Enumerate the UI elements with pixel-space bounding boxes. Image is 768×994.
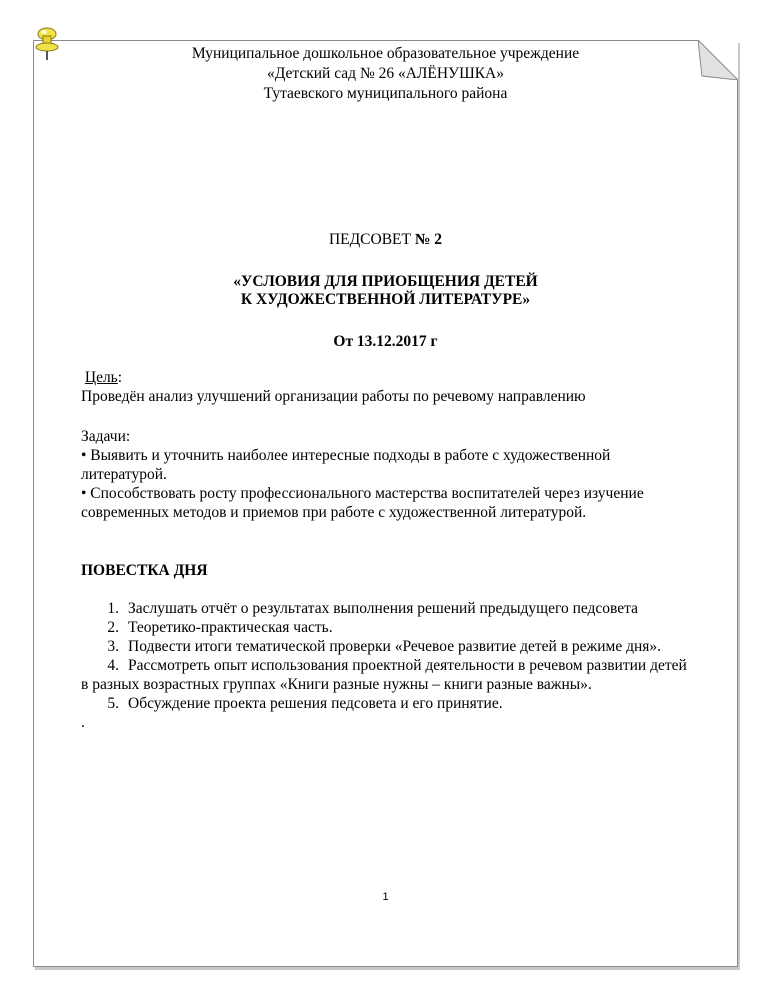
header-line-3: Тутаевского муниципального района: [263, 85, 508, 102]
agenda-item-number: 2.: [107, 619, 119, 636]
agenda-item: [81, 656, 691, 694]
agenda-list: [81, 599, 691, 732]
pedsovet-number: № 2: [414, 231, 443, 248]
agenda-item: [81, 637, 691, 656]
agenda-item: [81, 618, 691, 637]
agenda-item: [81, 694, 691, 713]
goal-text: Проведён анализ улучшений организации работы по речевому направлению: [81, 388, 586, 405]
header-line-2: «Детский сад № 26 «АЛЁНУШКА»: [267, 65, 504, 82]
pedsovet-label: ПЕДСОВЕТ: [328, 231, 415, 248]
agenda-item: [81, 599, 691, 618]
agenda-item-text: Теоретико-практическая часть.: [128, 619, 333, 636]
task-item: • Выявить и уточнить наиболее интересные подходы в работе с художественной литературой.: [81, 447, 611, 483]
title-line-2: К ХУДОЖЕСТВЕННОЙ ЛИТЕРАТУРЕ»: [240, 291, 531, 308]
document-page: [33, 40, 738, 967]
tasks-heading: Задачи:: [81, 428, 131, 445]
institution-header: [34, 44, 737, 104]
agenda-item-number: 5.: [107, 695, 119, 712]
agenda-trailing-dot: .: [81, 714, 85, 731]
goal-label: Цель: [84, 369, 118, 386]
page-number: 1: [382, 891, 389, 903]
goal-heading: [81, 368, 691, 387]
pedsovet-heading: [34, 231, 737, 249]
agenda-item-number: 3.: [107, 638, 119, 655]
title-line-1: «УСЛОВИЯ ДЛЯ ПРИОБЩЕНИЯ ДЕТЕЙ: [233, 273, 538, 290]
goal-colon: :: [117, 369, 123, 386]
agenda-item-text: Обсуждение проекта решения педсовета и его принятие.: [128, 695, 503, 712]
document-title: [34, 273, 737, 309]
task-item: • Способствовать росту профессионального мастерства воспитателей через изучение современных методов и приемов при работе с художественной литературой.: [81, 485, 644, 521]
agenda-item-text: Подвести итоги тематической проверки «Речевое развитие детей в режиме дня».: [128, 638, 662, 655]
tasks-list: [81, 446, 691, 522]
agenda-title: ПОВЕСТКА ДНЯ: [81, 562, 208, 579]
agenda-item-text: Заслушать отчёт о результатах выполнения решений предыдущего педсовета: [128, 600, 639, 617]
agenda-item-text: Рассмотреть опыт использования проектной деятельности в речевом развитии детей в разных возрастных группах «Книги разные нужны – книги разные важны».: [81, 657, 687, 693]
pushpin-icon: [32, 26, 62, 62]
document-date: От 13.12.2017 г: [333, 333, 438, 350]
agenda-item-number: 4.: [107, 657, 119, 674]
agenda-item-number: 1.: [107, 600, 119, 617]
header-line-1: Муниципальное дошкольное образовательное учреждение: [191, 45, 580, 62]
